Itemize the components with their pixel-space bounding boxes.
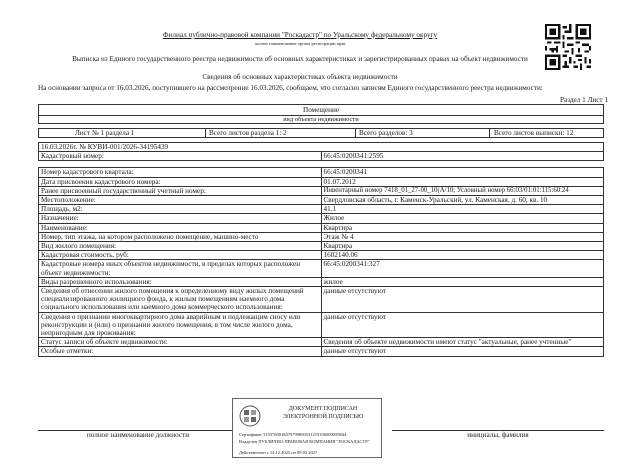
sheet-number: Лист № 1 раздела 1 — [75, 129, 135, 137]
table-row — [39, 205, 604, 214]
row-value: жилое — [321, 277, 604, 286]
position-caption: полное наименование должности — [86, 431, 190, 439]
row-label: Площадь, м2: — [39, 205, 322, 214]
doc-number-row — [39, 143, 604, 152]
cadastral-number-label: Кадастровый номер: — [39, 152, 322, 161]
row-label: Сведения о признании многоквартирного дома аварийным и подлежащим сносу или реконструкции и (или) о признании жилого помещения, в том числе жилого дома, непригодным для проживания: — [39, 312, 322, 338]
cert-label: Сертификат — [239, 432, 262, 437]
stamp-title-1: ДОКУМЕНТ ПОДПИСАН — [288, 406, 358, 412]
table-row — [39, 196, 604, 205]
row-value: данные отсутствуют — [321, 347, 604, 356]
row-label: Сведения об отнесении жилого помещения к определенному виду жилых помещений специализированного жилищного фонда, к жилым помещениям наемного дома социального использования или наемного дома коммерческого использования: — [39, 287, 322, 313]
table-row — [39, 242, 604, 251]
cadastral-number-value: 66:45:0200341:2595 — [321, 152, 604, 161]
request-line: На основании запроса от 16.03.2026, поступившего на рассмотрение 16.03.2026, сообщаем, что согласно записям Единого государственного реестра недвижимости: — [38, 84, 543, 92]
table-row — [39, 312, 604, 338]
document-subtitle: Сведения об основных характеристиках объекта недвижимости — [202, 73, 398, 81]
row-value: Квартира — [321, 223, 604, 232]
object-type-caption: вид объекта недвижимости — [39, 115, 603, 124]
emblem-icon — [239, 405, 261, 427]
stamp-title-2: ЭЛЕКТРОННОЙ ПОДПИСЬЮ — [282, 414, 364, 420]
owner-value: ПУБЛИЧНО-ПРАВОВАЯ КОМПАНИЯ "РОСКАДАСТР" — [258, 439, 370, 444]
doc-number: 16.03.2026г. № КУВИ-001/2026-34195439 — [39, 143, 604, 152]
qr-code — [545, 24, 591, 70]
row-label: Вид жилого помещения: — [39, 242, 322, 251]
table-row — [39, 186, 604, 195]
row-value: Свердловская область, г. Каменск-Уральский, ул. Каменская, д. 60, кв. 10 — [321, 196, 604, 205]
row-value: данные отсутствуют — [321, 312, 604, 338]
table-row — [39, 251, 604, 260]
row-label: Дата присвоения кадастрового номера: — [39, 177, 322, 186]
valid-label: Действителен — [239, 450, 266, 455]
row-value: Жилое — [321, 214, 604, 223]
object-type: Помещение — [303, 106, 339, 114]
initials-caption: инициалы, фамилия — [467, 431, 529, 439]
row-value: Инвентарный номер 7418_01_27-00_10(А/10; Условный номер 66:03/01:01:115:60:24 — [321, 186, 604, 195]
table-row — [39, 287, 604, 313]
row-label: Ранее присвоенный государственный учетный номер: — [39, 186, 322, 195]
valid-value: с 14.12.2025 по 09.03.2027 — [266, 450, 318, 455]
row-value: Квартира — [321, 242, 604, 251]
total-sheets: Всего листов выписки: 12 — [494, 129, 574, 137]
owner-label: Владелец — [239, 439, 258, 444]
table-row — [39, 277, 604, 286]
table-row — [39, 177, 604, 186]
row-label: Особые отметки: — [39, 347, 322, 356]
row-value: Этаж № 4 — [321, 232, 604, 241]
sheet-info-row — [38, 128, 604, 138]
row-value: 01.07.2012 — [321, 177, 604, 186]
total-sheets-section: Всего листов раздела 1: 2 — [209, 129, 287, 137]
row-label: Номер кадастрового квартала: — [39, 168, 322, 177]
row-label: Местоположение: — [39, 196, 322, 205]
org-caption: полное наименование органа регистрации прав — [254, 41, 346, 46]
table-row — [39, 347, 604, 356]
table-row — [39, 168, 604, 177]
cadastral-number-row — [39, 152, 604, 161]
total-sections: Всего разделов: 3 — [359, 129, 413, 137]
row-label: Кадастровая стоимость, руб: — [39, 251, 322, 260]
row-value: данные отсутствуют — [321, 287, 604, 313]
section-sheet: Раздел 1 Лист 1 — [560, 96, 608, 104]
row-value: 66:45:0200341:327 — [321, 260, 604, 277]
table-row — [39, 214, 604, 223]
table-row — [39, 260, 604, 277]
row-label: Статус записи об объекте недвижимости: — [39, 338, 322, 347]
row-label: Виды разрешенного использования: — [39, 277, 322, 286]
characteristics-table — [38, 142, 604, 357]
row-value: Сведения об объекте недвижимости имеют статус "актуальные, ранее учтенные" — [321, 338, 604, 347]
row-label: Кадастровые номера иных объектов недвижимости, в пределах которых расположен объект недвижимости: — [39, 260, 322, 277]
object-type-box — [38, 104, 604, 124]
table-row — [39, 223, 604, 232]
row-label: Номер, тип этажа, на котором расположено помещение, машино-место — [39, 232, 322, 241]
table-row — [39, 338, 604, 347]
row-label: Назначение: — [39, 214, 322, 223]
e-signature-stamp — [232, 398, 382, 458]
document-title: Выписка из Единого государственного реестра недвижимости об основных характеристиках и зарегистрированных правах на объект недвижимости — [72, 55, 528, 63]
cert-value: 3193760018479799800531219106000059844 — [263, 432, 347, 437]
row-value: 41.1 — [321, 205, 604, 214]
row-label: Наименование: — [39, 223, 322, 232]
org-name: Филиал публично-правовой компании "Роскадастр" по Уральскому федеральному округу — [162, 31, 438, 39]
row-value: 1602140.06 — [321, 251, 604, 260]
row-value: 66:45:0200341 — [321, 168, 604, 177]
table-row — [39, 232, 604, 241]
